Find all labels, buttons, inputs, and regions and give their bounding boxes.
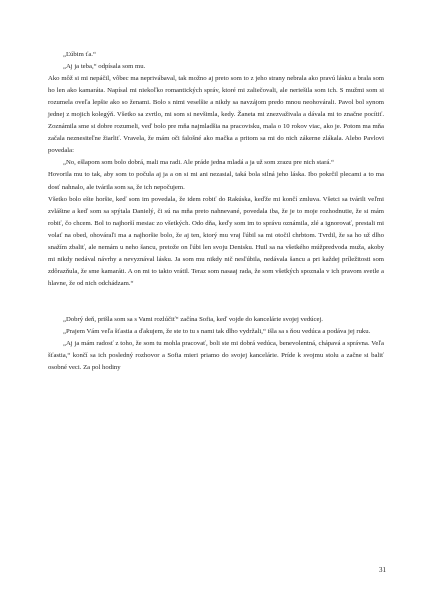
paragraph: „Dobrý deň, prišla som sa s Vami rozlúčiť“ začína Sofia, keď vojde do kancelárie svojej vedúcej. — [63, 315, 323, 323]
body-text — [48, 49, 384, 374]
paragraph: „Prajem Vám veľa šťastia a ďakujem, že ste to tu s nami tak dlho vydržali,“ išla sa s ňou vedúca a podáva jej ruku. — [63, 327, 371, 335]
paragraph: „Aj ja teba,“ odpísala som mu. — [63, 63, 146, 71]
paragraph: „Ľúbim ťa.“ — [63, 51, 96, 58]
paragraph: Všetko bolo ešte horšie, keď som im povedala, že idem robiť do Rakúska, keďže mi končí zmluva. Všetci sa tvárili veľmi zvláštne a keď som sa spýtala Danielý, či sú na mňa preto nahnevané, povedala iba, že je to moje rozhodnutie, že si mám robiť, čo chcem. Bol to najhorší mesiac zo všetkých. Odo dňa, keďy som im to správu oznámila, zlé a ignorovať, prestali mi volať na obed, ohováraľi ma a najhoršie bolo, že aj ten, ktorý mu vraj ľúbil sa mi otočil chrbtom. Tvrdil, že sa ho už dlho snažím zbaliť, ale nemám u neho šancu, pretože on ľúbi len svoju Denisku. Huil sa na všetkého múžpredvoda muža, akoby mi nikdy nedával návrhy a nevyznával lásku. Ja som mu nikdy nič nesľúbila, nedávala šancu a pri každej príležitosti som zdôrazňula, že sme kamaráti. A on mi to takto vrátil. Teraz som nasaaj rada, že som všetkých spoznala v ich pravom svetle a hlavne, že od nich odchádzam.“ — [48, 195, 384, 287]
paragraph: Ako môž si mi nepáčil, vôbec ma neprivábaval, tak možno aj preto som to z jeho strany nebrala ako pravú lásku a brala som ho len ako kamaráta. Napísal mi niekoľko romantických správ, ktoré mi zaliečovali, ale neriešila som ich. S mužmi som si rozumela oveľa lepšie ako so ženami. Bolo s nimi veselšie a nikdy sa navzájom predo mnou neohovárali. Pavol bol synom jednej z mojich kolegýň. Všetko sa zvrtlo, mi som si nevšimla, kedy. Žaneta mi znezvaživala a dávala mi to značne pocítiť. Zoznámila sme si dobre rozumeli, veď bolo pre mňa najmladšia na pracovisku, mala o 10 rokov viac, ako je. Potom ma mňa začala neznesiteľne žiarliť. Vravela, že mám oči falošné ako mačka a pritom sa mi do nich zákerne zlákala. Alebo Pavlovi povedala: — [48, 75, 384, 155]
page-number: 31 — [379, 566, 386, 574]
section-gap — [48, 290, 384, 314]
paragraph: „Aj ja mám radosť z toho, že som tu mohla pracovať, boli ste mi dobrá vedúca, benevolentná, chápavá a správna. Veľa šťastia,“ končí sa ich posledný rozhovor a Sofia mieri priamo do svojej kancelárie. Príde k svojmu stolu a začne si baliť osobné veci. Za pol hodiny — [48, 340, 384, 372]
paragraph: „No, ešlapom som bolo dobrá, mali ma radi. Ale práde jedna mladá a ja už som zrazu pre nich stará.“ — [63, 159, 334, 167]
paragraph: Hovorila mu to tak, aby som to počula aj ja a on si mi ani nezasial, taká bola silná jeho láska. Ibo pokrčil plecami a to ma dosť nahnalo, ale tvárila som sa, že ich nepočujem. — [48, 171, 384, 191]
